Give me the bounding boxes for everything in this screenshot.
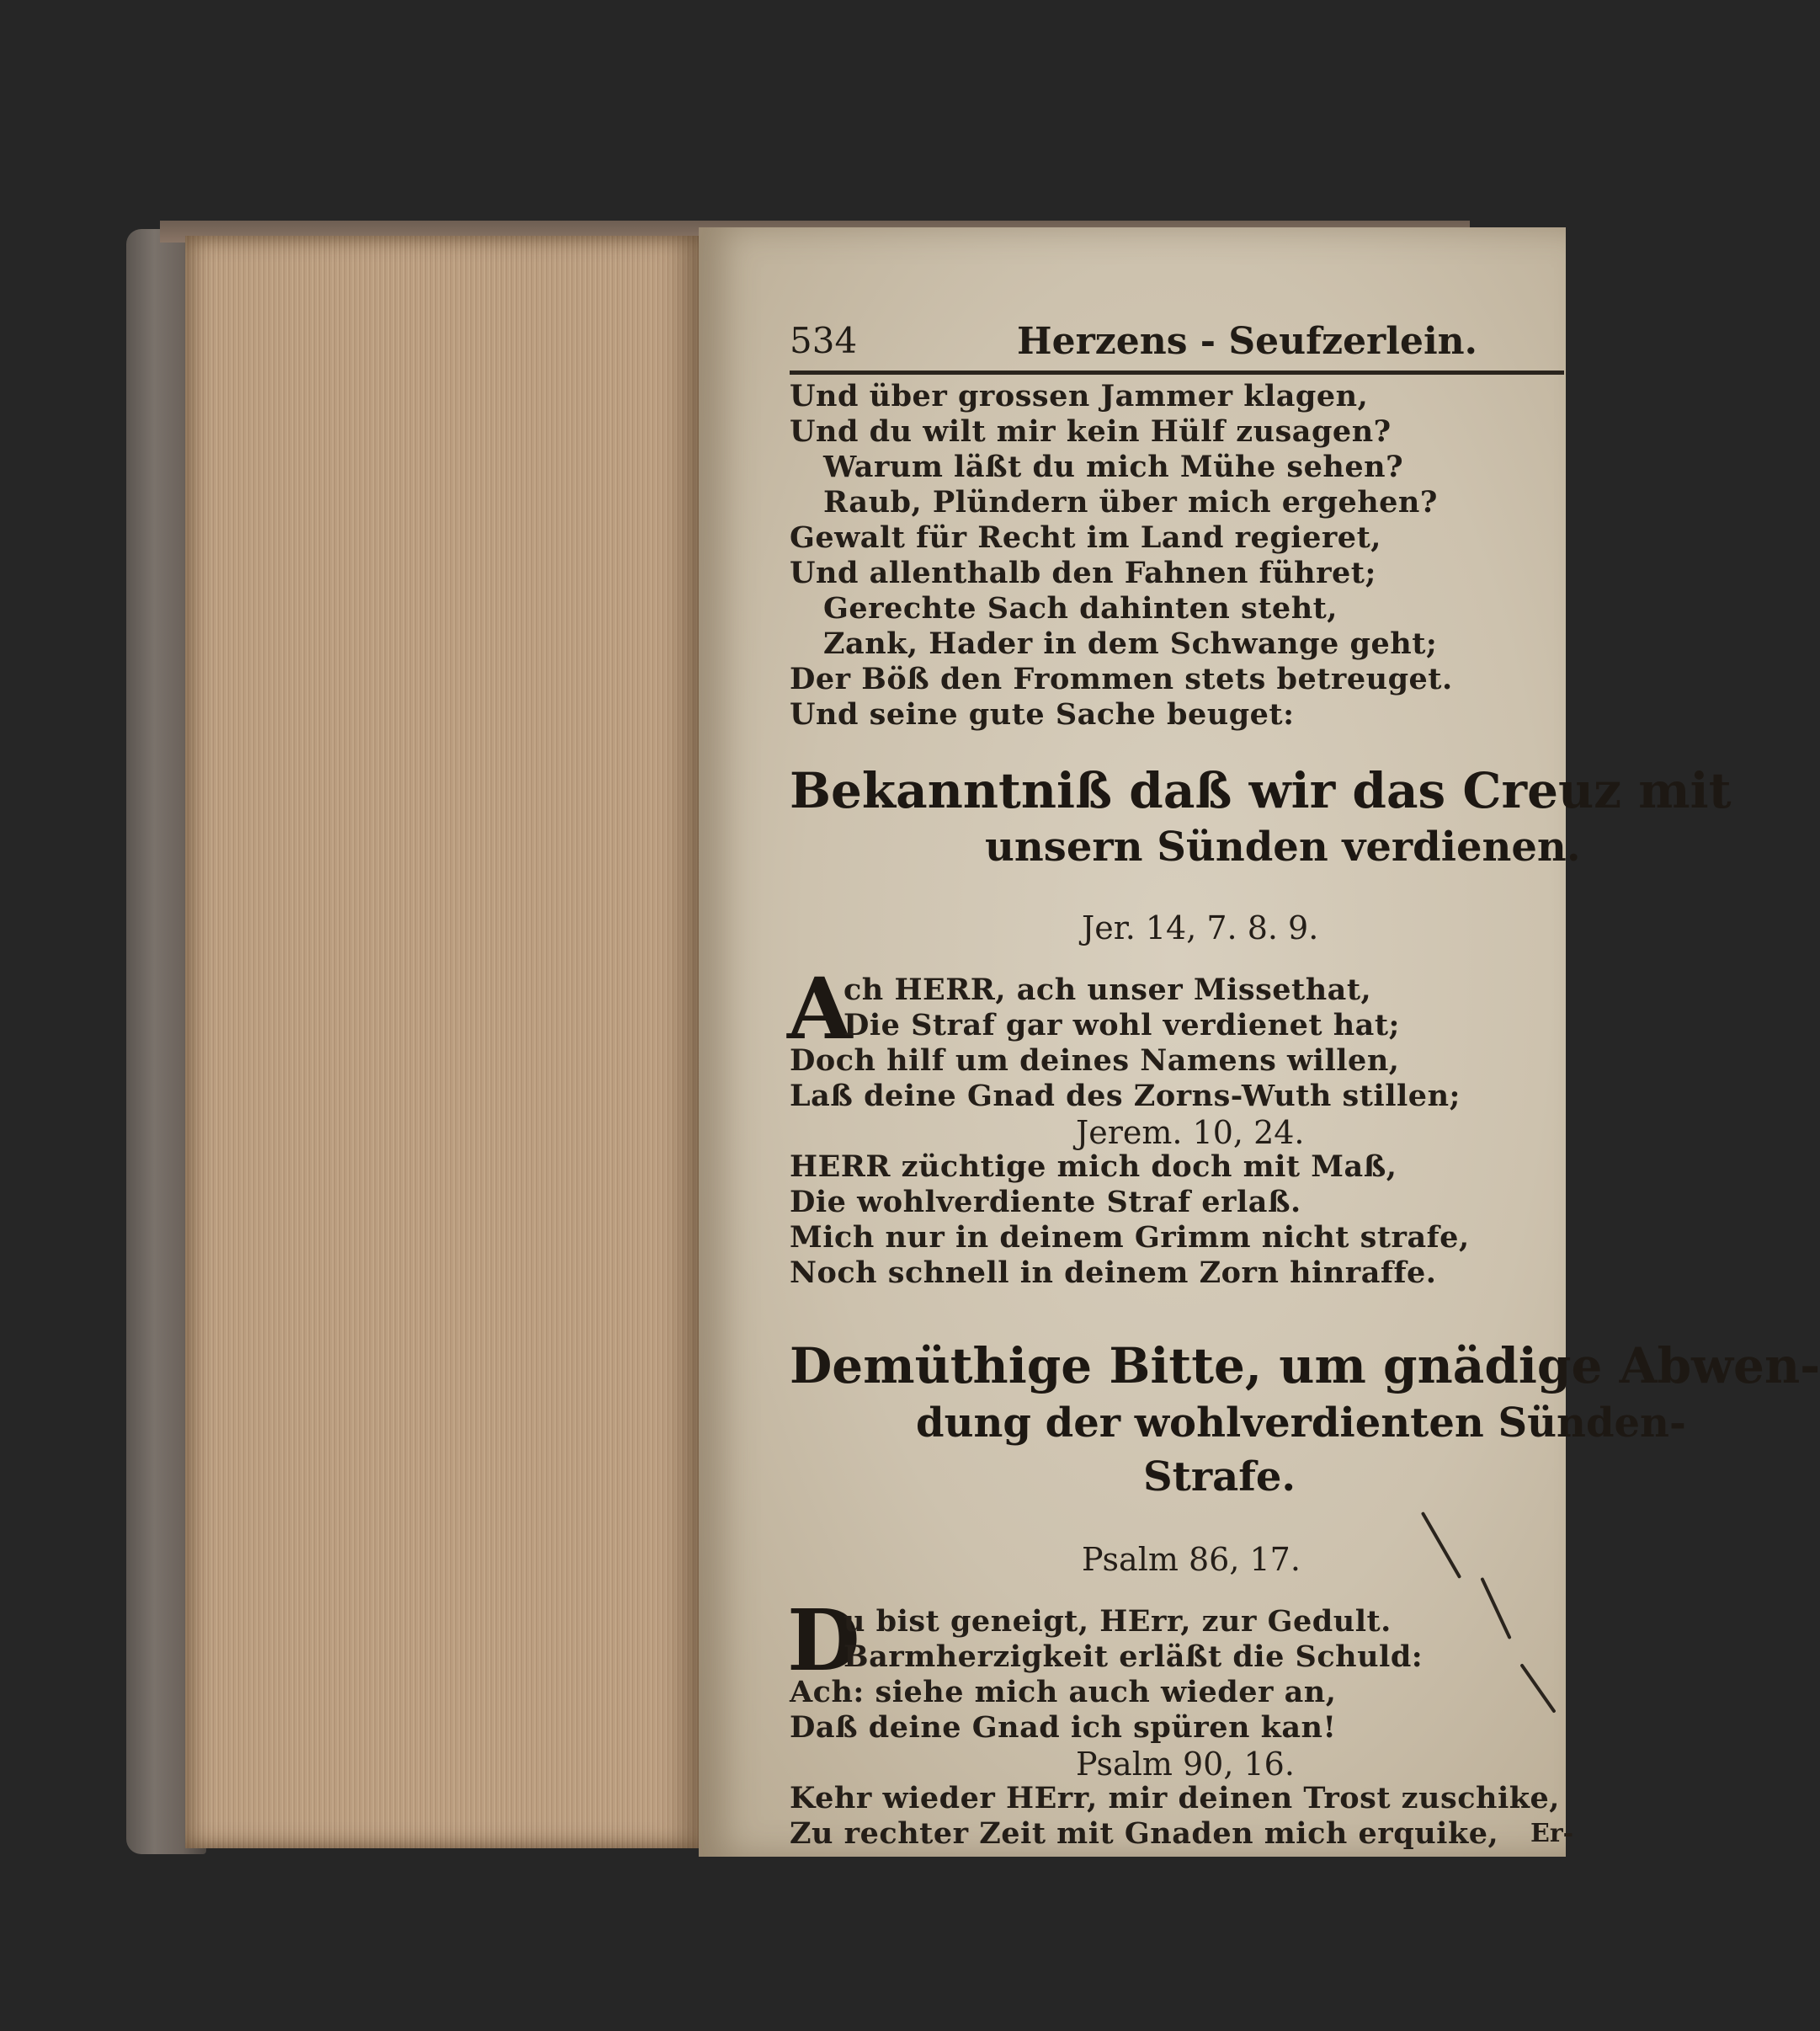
page-number: 534 [790,320,858,361]
scripture-reference: Psalm 86, 17. [1082,1541,1301,1578]
initial-letter: A [787,959,853,1058]
verse-line: Warum läßt du mich Mühe sehen? [823,450,1404,484]
verse-line: Mich nur in deinem Grimm nicht strafe, [790,1220,1470,1255]
verse-line: Die Straf gar wohl verdienet hat; [843,1008,1400,1042]
ink-mark [1519,1663,1556,1714]
verse-line: Gewalt für Recht im Land regieret, [790,520,1381,555]
verse-line: Laß deine Gnad des Zorns-Wuth stillen; [790,1079,1461,1113]
verse-line: ch HERR, ach unser Missethat, [843,973,1372,1007]
verse-line: Und über grossen Jammer klagen, [790,379,1369,413]
verse-line: Doch hilf um deines Namens willen, [790,1043,1400,1078]
verse-line: Gerechte Sach dahinten steht, [823,591,1338,626]
section-heading: Demüthige Bitte, um gnädige Abwen- [790,1337,1820,1394]
verse-line: Der Böß den Frommen stets betreuget. [790,662,1453,696]
section-heading: dung der wohlverdienten Sünden- [916,1399,1686,1447]
verse-line: Und allenthalb den Fahnen führet; [790,556,1376,590]
verse-line: HERR züchtige mich doch mit Maß, [790,1149,1397,1184]
scripture-reference: Psalm 90, 16. [1076,1746,1295,1783]
section-heading: Strafe. [1143,1453,1296,1501]
scripture-reference: Jer. 14, 7. 8. 9. [1082,909,1319,946]
verse-line: Noch schnell in deinem Zorn hinraffe. [790,1255,1437,1290]
verse-line: Zu rechter Zeit mit Gnaden mich erquike, [790,1816,1499,1851]
verse-line: Zank, Hader in dem Schwange geht; [823,626,1438,661]
section-heading: Bekanntniß daß wir das Creuz mit [790,762,1732,819]
verse-line: Raub, Plündern über mich ergehen? [823,485,1438,520]
book [126,221,1820,1863]
book-page [699,227,1820,1857]
initial-letter: D [787,1591,860,1690]
verse-line: Die wohlverdiente Straf erlaß. [790,1185,1301,1219]
page-edges [185,236,699,1848]
catchword: Er- [1530,1819,1574,1848]
verse-line: Und seine gute Sache beuget: [790,697,1295,732]
ink-mark [1480,1577,1511,1639]
verse-line: Kehr wieder HErr, mir deinen Trost zuschike, [790,1781,1560,1815]
verse-line: u bist geneigt, HErr, zur Gedult. [843,1604,1392,1639]
verse-line: Ach: siehe mich auch wieder an, [790,1675,1337,1709]
section-heading: unsern Sünden verdienen. [985,824,1581,871]
scripture-reference: Jerem. 10, 24. [1076,1114,1305,1151]
page-header [790,320,1564,375]
running-title: Herzens - Seufzerlein. [1017,320,1477,363]
verse-line: Barmherzigkeit erläßt die Schuld: [843,1639,1424,1674]
verse-line: Und du wilt mir kein Hülf zusagen? [790,414,1392,449]
ink-mark [1421,1511,1461,1579]
verse-line: Daß deine Gnad ich spüren kan! [790,1710,1337,1745]
